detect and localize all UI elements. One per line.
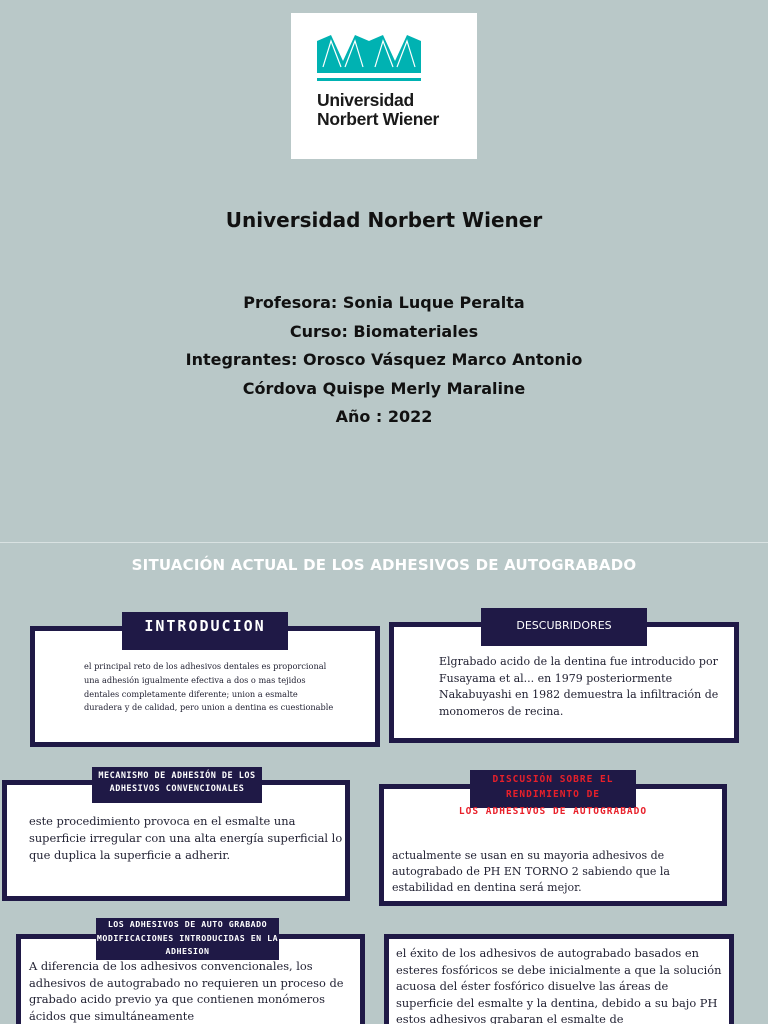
discussion-text: actualmente se usan en su mayoria adhesivos de autograbado de PH EN TORNO 2 sabiendo que la estabilidad en dentina será mejor. [392, 849, 670, 894]
success-text: el éxito de los adhesivos de autograbado basados en esteres fosfóricos se debe inicialmente a que la solución acuosa del éster fosfórico disuelve las áreas de superficie del esmalte y la dentina, debido a su bajo PH estos adhesivos grabaran el esmalte de [396, 946, 722, 1024]
logo-line-1: Universidad [317, 90, 414, 110]
logo-line-2: Norbert Wiener [317, 109, 440, 129]
section-divider [0, 542, 768, 543]
discoverers-text: Elgrabado acido de la dentina fue introducido por Fusayama et al... en 1979 posteriormente Nakabuyashi en 1982 demuestra la infiltración de monomeros de recina. [439, 655, 719, 718]
mechanism-text: este procedimiento provoca en el esmalte una superficie irregular con una alta energía superficial lo que duplica la superficie a adherir. [29, 814, 343, 862]
logo-wordmark [317, 91, 439, 129]
member-line-2: Córdova Quispe Merly Maraline [242, 378, 526, 398]
section-title: SITUACIÓN ACTUAL DE LOS ADHESIVOS DE AUTOGRABADO [131, 556, 637, 574]
university-logo [291, 13, 477, 159]
discussion-tag: DISCUSIÓN SOBRE EL RENDIMIENTO DE [470, 770, 636, 808]
modifications-tag: LOS ADHESIVOS DE AUTO GRABADO MODIFICACIONES INTRODUCIDAS EN LA ADHESION [96, 918, 279, 960]
modifications-text: A diferencia de los adhesivos convencionales, los adhesivos de autograbado no requieren un proceso de grabado acido previo ya que contienen monómeros ácidos que simultáneamente [29, 959, 344, 1023]
course-line: Curso: Biomateriales [289, 321, 479, 341]
introduction-text: el principal reto de los adhesivos dentales es proporcional una adhesión igualmente efectiva a dos o mas tejidos dentales completamente diferente; union a esmalte duradera y de calidad, pero union a dentina es cuestionable [84, 661, 334, 713]
introduction-tag: INTRODUCION [122, 612, 288, 650]
mechanism-tag: MECANISMO DE ADHESIÓN DE LOS ADHESIVOS CONVENCIONALES [92, 767, 262, 803]
year-line: Año : 2022 [335, 407, 433, 426]
discussion-tag-continued: LOS ADHESIVOS DE AUTOGRABADO [458, 806, 648, 817]
logo-book-icon [317, 35, 421, 87]
members-line: Integrantes: Orosco Vásquez Marco Antonio [185, 350, 583, 369]
professor-line: Profesora: Sonia Luque Peralta [243, 293, 525, 312]
page-title: Universidad Norbert Wiener [225, 208, 543, 232]
info-block [0, 289, 768, 432]
discoverers-tag: DESCUBRIDORES [481, 608, 647, 646]
